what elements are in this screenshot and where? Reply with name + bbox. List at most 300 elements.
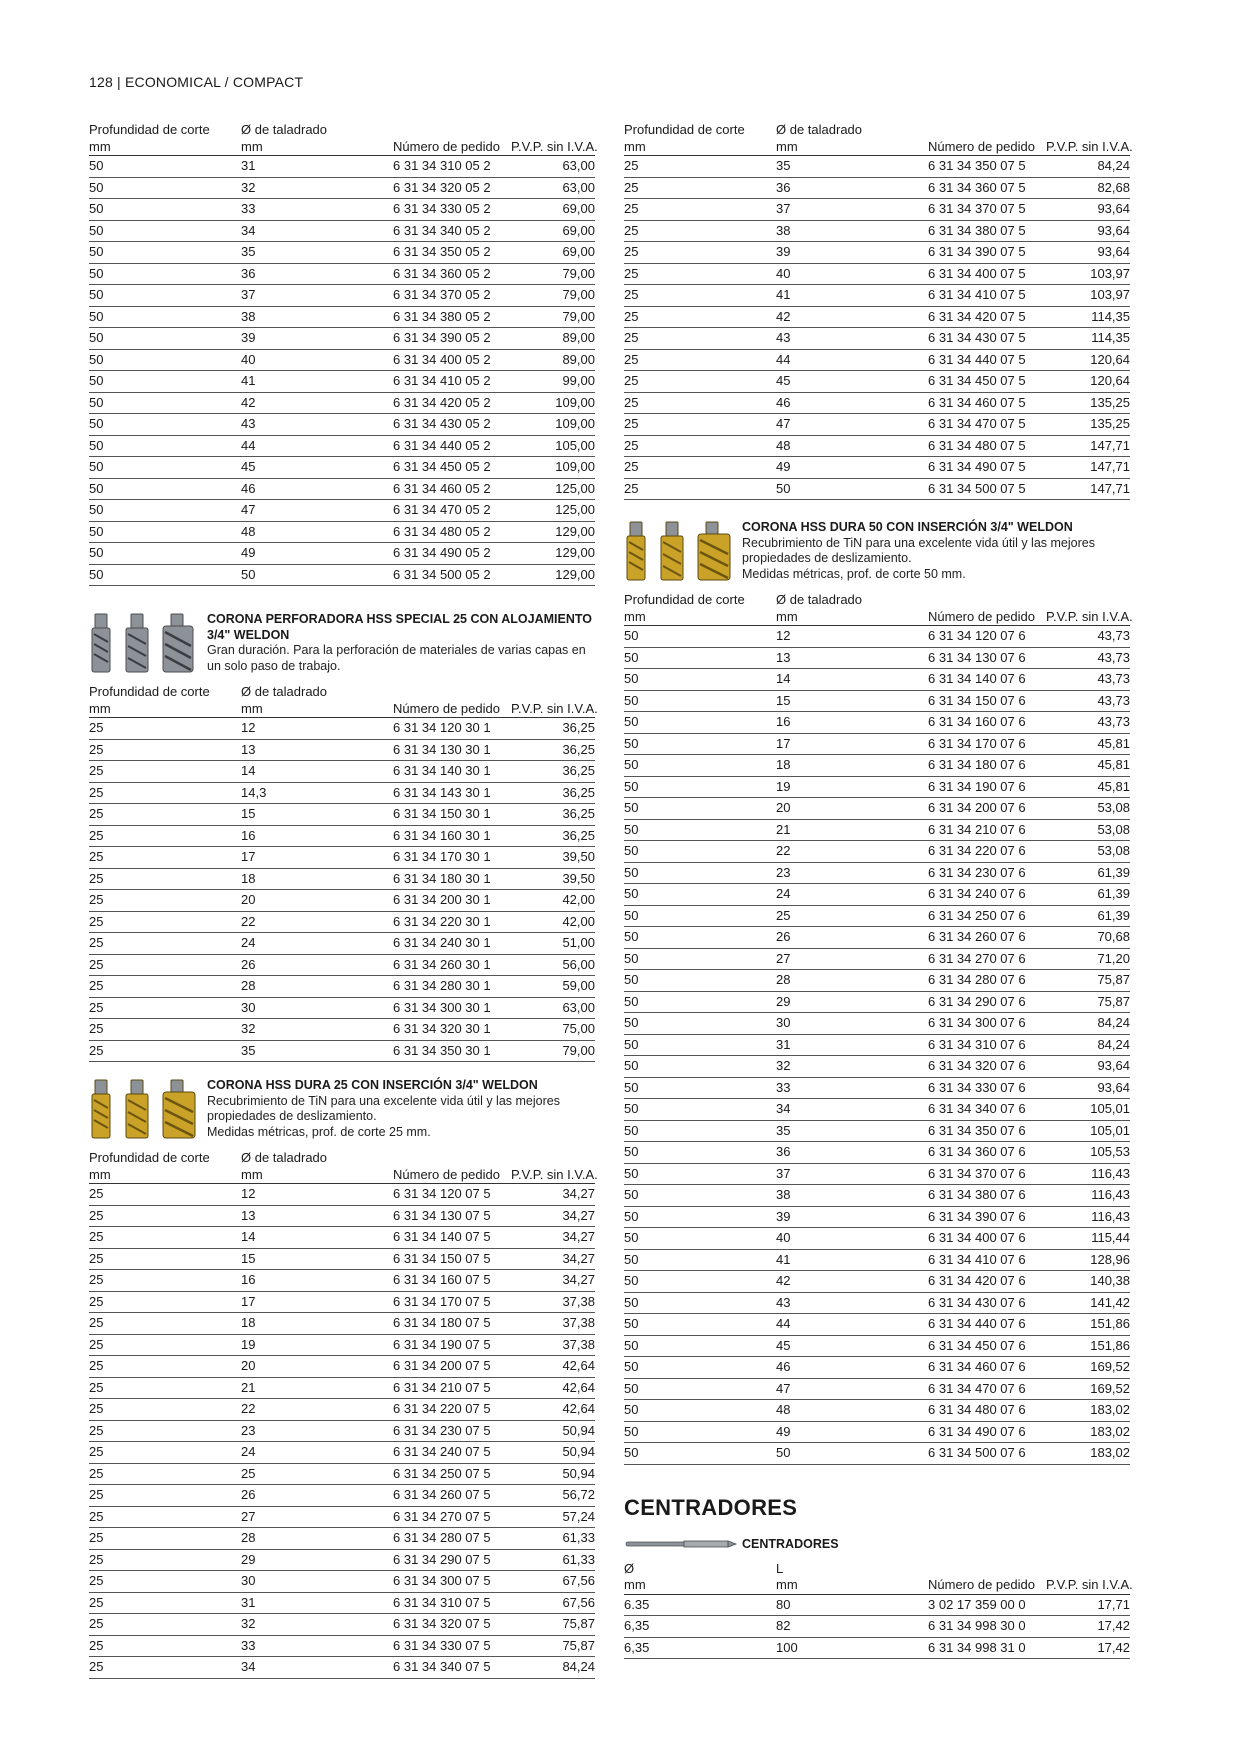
diameter-cell: 38 bbox=[776, 1185, 928, 1207]
table-row bbox=[89, 306, 595, 328]
order-number-cell: 6 31 34 270 07 5 bbox=[393, 1506, 511, 1528]
table-row bbox=[624, 1271, 1130, 1293]
price-cell: 75,87 bbox=[1046, 991, 1130, 1013]
table-row bbox=[624, 626, 1130, 648]
table-row bbox=[624, 1292, 1130, 1314]
diameter-cell: 31 bbox=[776, 1034, 928, 1056]
centering-pin-image bbox=[624, 1538, 742, 1550]
section-dura25-desc: Recubrimiento de TiN para una excelente vida útil y las mejores propiedades de deslizamiento. bbox=[207, 1093, 560, 1123]
price-cell: 43,73 bbox=[1046, 690, 1130, 712]
diameter-cell: 13 bbox=[776, 647, 928, 669]
table-row bbox=[89, 242, 595, 264]
diameter-cell: 14 bbox=[776, 669, 928, 691]
order-number-cell: 6 31 34 150 30 1 bbox=[393, 804, 511, 826]
diameter-header: Ø bbox=[624, 1560, 635, 1576]
table-row bbox=[624, 1163, 1130, 1185]
diameter-cell: 14 bbox=[241, 761, 393, 783]
table-row bbox=[89, 911, 595, 933]
depth-cell: 25 bbox=[89, 718, 241, 740]
price-cell: 75,87 bbox=[511, 1635, 595, 1657]
depth-cell: 25 bbox=[89, 761, 241, 783]
price-cell: 42,00 bbox=[511, 890, 595, 912]
depth-cell: 50 bbox=[624, 733, 776, 755]
depth-cell: 50 bbox=[89, 263, 241, 285]
section-dura25-title: CORONA HSS DURA 25 CON INSERCIÓN 3/4" WELDON bbox=[207, 1078, 538, 1092]
price-cell: 120,64 bbox=[1046, 371, 1130, 393]
table-row bbox=[624, 156, 1130, 178]
price-cell: 79,00 bbox=[511, 263, 595, 285]
order-number-cell: 6 31 34 170 30 1 bbox=[393, 847, 511, 869]
diameter-cell: 25 bbox=[776, 905, 928, 927]
price-cell: 34,27 bbox=[511, 1184, 595, 1206]
diameter-unit: mm bbox=[241, 1166, 393, 1184]
diameter-cell: 35 bbox=[776, 156, 928, 178]
price-cell: 42,00 bbox=[511, 911, 595, 933]
order-number-cell: 6 31 34 290 07 5 bbox=[393, 1549, 511, 1571]
price-cell: 45,81 bbox=[1046, 755, 1130, 777]
table-row bbox=[624, 905, 1130, 927]
price-cell: 50,94 bbox=[511, 1463, 595, 1485]
order-number-cell: 6 31 34 120 07 6 bbox=[928, 626, 1046, 648]
table-row bbox=[624, 1314, 1130, 1336]
depth-cell: 50 bbox=[89, 564, 241, 586]
depth-cell: 50 bbox=[624, 626, 776, 648]
diameter-cell: 49 bbox=[776, 1421, 928, 1443]
depth-cell: 50 bbox=[624, 1357, 776, 1379]
price-cell: 93,64 bbox=[1046, 220, 1130, 242]
diameter-cell: 80 bbox=[776, 1594, 928, 1616]
order-number-cell: 6 31 34 270 07 6 bbox=[928, 948, 1046, 970]
depth-cell: 25 bbox=[89, 1657, 241, 1679]
diameter-cell: 45 bbox=[776, 1335, 928, 1357]
price-cell: 183,02 bbox=[1046, 1400, 1130, 1422]
order-number-cell: 6 31 34 400 07 5 bbox=[928, 263, 1046, 285]
diameter-cell: 48 bbox=[241, 521, 393, 543]
depth-cell: 50 bbox=[624, 1034, 776, 1056]
price-cell: 63,00 bbox=[511, 997, 595, 1019]
table-row bbox=[624, 1378, 1130, 1400]
order-number-cell: 6 31 34 460 05 2 bbox=[393, 478, 511, 500]
order-number-cell: 6 31 34 300 07 6 bbox=[928, 1013, 1046, 1035]
order-number-cell: 6 31 34 500 07 6 bbox=[928, 1443, 1046, 1465]
price-cell: 93,64 bbox=[1046, 1077, 1130, 1099]
diameter-cell: 32 bbox=[241, 177, 393, 199]
depth-cell: 50 bbox=[624, 776, 776, 798]
depth-cell: 25 bbox=[89, 1377, 241, 1399]
order-number-cell: 6 31 34 370 07 5 bbox=[928, 199, 1046, 221]
table-row bbox=[624, 1637, 1130, 1659]
order-number-cell: 6 31 34 420 07 6 bbox=[928, 1271, 1046, 1293]
price-cell: 79,00 bbox=[511, 1040, 595, 1062]
diameter-cell: 15 bbox=[776, 690, 928, 712]
price-cell: 109,00 bbox=[511, 457, 595, 479]
length-unit: mm bbox=[776, 1577, 928, 1595]
order-number-cell: 6 31 34 320 07 6 bbox=[928, 1056, 1046, 1078]
order-number-cell: 6 31 34 420 07 5 bbox=[928, 306, 1046, 328]
price-cell: 105,00 bbox=[511, 435, 595, 457]
depth-cell: 25 bbox=[89, 911, 241, 933]
order-header: Número de pedido bbox=[928, 138, 1046, 156]
diameter-cell: 40 bbox=[776, 263, 928, 285]
order-number-cell: 6 31 34 420 05 2 bbox=[393, 392, 511, 414]
depth-cell: 25 bbox=[624, 285, 776, 307]
table-row bbox=[89, 177, 595, 199]
table-top-left bbox=[89, 122, 598, 586]
diameter-cell: 24 bbox=[241, 1442, 393, 1464]
price-cell: 43,73 bbox=[1046, 712, 1130, 734]
order-number-cell: 6 31 34 320 07 5 bbox=[393, 1614, 511, 1636]
table-row bbox=[89, 500, 595, 522]
order-number-cell: 6 31 34 450 05 2 bbox=[393, 457, 511, 479]
depth-cell: 25 bbox=[89, 1506, 241, 1528]
table-row bbox=[624, 776, 1130, 798]
table-row bbox=[624, 927, 1130, 949]
order-number-cell: 6 31 34 260 07 5 bbox=[393, 1485, 511, 1507]
depth-cell: 50 bbox=[624, 1120, 776, 1142]
order-number-cell: 6 31 34 150 07 5 bbox=[393, 1248, 511, 1270]
depth-cell: 50 bbox=[624, 819, 776, 841]
table-row bbox=[624, 199, 1130, 221]
depth-cell: 25 bbox=[89, 1399, 241, 1421]
table-row bbox=[89, 220, 595, 242]
price-cell: 75,87 bbox=[511, 1614, 595, 1636]
price-cell: 69,00 bbox=[511, 220, 595, 242]
depth-cell: 25 bbox=[624, 478, 776, 500]
diameter-header: Ø de taladrado bbox=[241, 122, 328, 137]
section-dura50-desc: Recubrimiento de TiN para una excelente vida útil y las mejores propiedades de deslizamiento. bbox=[742, 535, 1095, 565]
section-special25-title: CORONA PERFORADORA HSS SPECIAL 25 CON ALOJAMIENTO 3/4" WELDON bbox=[207, 612, 592, 642]
depth-cell: 50 bbox=[624, 798, 776, 820]
table-row bbox=[624, 862, 1130, 884]
section-dura50-desc2: Medidas métricas, prof. de corte 50 mm. bbox=[742, 566, 966, 581]
price-cell: 151,86 bbox=[1046, 1314, 1130, 1336]
depth-cell: 25 bbox=[89, 1313, 241, 1335]
table-row bbox=[624, 220, 1130, 242]
diameter-cell: 33 bbox=[241, 1635, 393, 1657]
depth-cell: 6.35 bbox=[624, 1594, 776, 1616]
order-number-cell: 6 31 34 500 07 5 bbox=[928, 478, 1046, 500]
order-number-cell: 6 31 34 300 07 5 bbox=[393, 1571, 511, 1593]
depth-cell: 50 bbox=[89, 328, 241, 350]
table-row bbox=[624, 819, 1130, 841]
order-number-cell: 6 31 34 250 07 5 bbox=[393, 1463, 511, 1485]
table-row bbox=[624, 1185, 1130, 1207]
diameter-cell: 18 bbox=[241, 1313, 393, 1335]
price-cell: 128,96 bbox=[1046, 1249, 1130, 1271]
depth-cell: 25 bbox=[89, 847, 241, 869]
table-row bbox=[624, 1357, 1130, 1379]
price-cell: 56,00 bbox=[511, 954, 595, 976]
table-row bbox=[89, 1635, 595, 1657]
diameter-cell: 50 bbox=[776, 1443, 928, 1465]
depth-cell: 50 bbox=[89, 349, 241, 371]
depth-cell: 50 bbox=[624, 970, 776, 992]
depth-cell: 50 bbox=[89, 220, 241, 242]
depth-cell: 25 bbox=[624, 242, 776, 264]
depth-cell: 25 bbox=[89, 1270, 241, 1292]
price-cell: 37,38 bbox=[511, 1291, 595, 1313]
price-cell: 59,00 bbox=[511, 976, 595, 998]
depth-cell: 25 bbox=[89, 1420, 241, 1442]
depth-cell: 50 bbox=[89, 285, 241, 307]
diameter-cell: 28 bbox=[241, 1528, 393, 1550]
depth-cell: 25 bbox=[89, 782, 241, 804]
diameter-cell: 43 bbox=[241, 414, 393, 436]
price-cell: 105,53 bbox=[1046, 1142, 1130, 1164]
depth-cell: 25 bbox=[89, 1248, 241, 1270]
diameter-cell: 35 bbox=[241, 1040, 393, 1062]
table-row bbox=[624, 1099, 1130, 1121]
order-number-cell: 6 31 34 330 05 2 bbox=[393, 199, 511, 221]
order-number-cell: 6 31 34 240 30 1 bbox=[393, 933, 511, 955]
depth-cell: 25 bbox=[624, 457, 776, 479]
order-number-cell: 6 31 34 390 07 5 bbox=[928, 242, 1046, 264]
price-header: P.V.P. sin I.V.A. bbox=[1046, 608, 1133, 624]
table-row bbox=[89, 1270, 595, 1292]
price-cell: 93,64 bbox=[1046, 242, 1130, 264]
order-number-cell: 6 31 34 143 30 1 bbox=[393, 782, 511, 804]
diameter-cell: 17 bbox=[241, 1291, 393, 1313]
price-cell: 17,42 bbox=[1046, 1616, 1130, 1638]
diameter-cell: 26 bbox=[241, 954, 393, 976]
table-row bbox=[89, 1019, 595, 1041]
table-row bbox=[624, 371, 1130, 393]
depth-unit: mm bbox=[89, 700, 241, 718]
order-number-cell: 6 31 34 260 30 1 bbox=[393, 954, 511, 976]
price-cell: 53,08 bbox=[1046, 798, 1130, 820]
table-row bbox=[89, 199, 595, 221]
table-row bbox=[89, 1040, 595, 1062]
depth-cell: 50 bbox=[624, 1292, 776, 1314]
table-row bbox=[89, 564, 595, 586]
price-cell: 50,94 bbox=[511, 1420, 595, 1442]
order-number-cell: 6 31 34 410 07 6 bbox=[928, 1249, 1046, 1271]
depth-cell: 50 bbox=[89, 392, 241, 414]
price-cell: 45,81 bbox=[1046, 733, 1130, 755]
depth-cell: 50 bbox=[624, 1228, 776, 1250]
diameter-cell: 40 bbox=[776, 1228, 928, 1250]
order-number-cell: 6 31 34 120 07 5 bbox=[393, 1184, 511, 1206]
order-number-cell: 6 31 34 350 30 1 bbox=[393, 1040, 511, 1062]
price-cell: 43,73 bbox=[1046, 669, 1130, 691]
diameter-cell: 50 bbox=[241, 564, 393, 586]
table-row bbox=[624, 991, 1130, 1013]
length-header: L bbox=[776, 1560, 784, 1576]
diameter-cell: 41 bbox=[776, 285, 928, 307]
table-row bbox=[89, 328, 595, 350]
depth-unit: mm bbox=[89, 1166, 241, 1184]
depth-cell: 25 bbox=[624, 414, 776, 436]
depth-cell: 25 bbox=[89, 954, 241, 976]
table-row bbox=[624, 1249, 1130, 1271]
diameter-cell: 23 bbox=[241, 1420, 393, 1442]
diameter-cell: 34 bbox=[241, 1657, 393, 1679]
table-row bbox=[89, 1506, 595, 1528]
price-cell: 56,72 bbox=[511, 1485, 595, 1507]
depth-cell: 50 bbox=[89, 242, 241, 264]
depth-cell: 50 bbox=[89, 177, 241, 199]
table-row bbox=[624, 841, 1130, 863]
diameter-cell: 26 bbox=[241, 1485, 393, 1507]
diameter-cell: 37 bbox=[776, 1163, 928, 1185]
order-number-cell: 6 31 34 320 05 2 bbox=[393, 177, 511, 199]
table-row bbox=[89, 997, 595, 1019]
table-row bbox=[89, 1313, 595, 1335]
table-row bbox=[624, 1400, 1130, 1422]
price-cell: 36,25 bbox=[511, 825, 595, 847]
price-cell: 93,64 bbox=[1046, 1056, 1130, 1078]
price-cell: 147,71 bbox=[1046, 435, 1130, 457]
price-cell: 42,64 bbox=[511, 1399, 595, 1421]
diameter-cell: 16 bbox=[241, 1270, 393, 1292]
table-row bbox=[624, 1120, 1130, 1142]
depth-cell: 50 bbox=[624, 647, 776, 669]
price-cell: 89,00 bbox=[511, 328, 595, 350]
price-cell: 39,50 bbox=[511, 847, 595, 869]
diameter-cell: 47 bbox=[776, 414, 928, 436]
diameter-header: Ø de taladrado bbox=[776, 592, 863, 607]
depth-cell: 25 bbox=[624, 392, 776, 414]
depth-cell: 50 bbox=[624, 927, 776, 949]
depth-cell: 25 bbox=[624, 263, 776, 285]
order-number-cell: 6 31 34 330 07 6 bbox=[928, 1077, 1046, 1099]
diameter-cell: 12 bbox=[776, 626, 928, 648]
order-number-cell: 6 31 34 120 30 1 bbox=[393, 718, 511, 740]
depth-cell: 50 bbox=[624, 991, 776, 1013]
order-number-cell: 6 31 34 370 05 2 bbox=[393, 285, 511, 307]
price-cell: 114,35 bbox=[1046, 306, 1130, 328]
table-row bbox=[89, 1571, 595, 1593]
price-cell: 53,08 bbox=[1046, 841, 1130, 863]
diameter-cell: 29 bbox=[776, 991, 928, 1013]
table-row bbox=[624, 669, 1130, 691]
table-row bbox=[89, 1248, 595, 1270]
depth-cell: 50 bbox=[89, 414, 241, 436]
diameter-cell: 16 bbox=[776, 712, 928, 734]
depth-cell: 50 bbox=[89, 156, 241, 178]
price-cell: 42,64 bbox=[511, 1377, 595, 1399]
diameter-cell: 45 bbox=[776, 371, 928, 393]
diameter-cell: 16 bbox=[241, 825, 393, 847]
order-number-cell: 6 31 34 210 07 6 bbox=[928, 819, 1046, 841]
table-row bbox=[89, 1485, 595, 1507]
depth-cell: 25 bbox=[89, 933, 241, 955]
order-number-cell: 3 02 17 359 00 0 bbox=[928, 1594, 1046, 1616]
diameter-cell: 44 bbox=[241, 435, 393, 457]
order-header: Número de pedido bbox=[393, 700, 511, 718]
table-row bbox=[89, 890, 595, 912]
price-cell: 99,00 bbox=[511, 371, 595, 393]
diameter-cell: 42 bbox=[776, 1271, 928, 1293]
depth-cell: 25 bbox=[89, 1592, 241, 1614]
price-cell: 116,43 bbox=[1046, 1163, 1130, 1185]
depth-cell: 50 bbox=[624, 1077, 776, 1099]
depth-cell: 50 bbox=[624, 1056, 776, 1078]
order-number-cell: 6 31 34 240 07 5 bbox=[393, 1442, 511, 1464]
diameter-cell: 29 bbox=[241, 1549, 393, 1571]
section-special25-desc: Gran duración. Para la perforación de materiales de varias capas en un solo paso de trabajo. bbox=[207, 643, 586, 673]
order-number-cell: 6 31 34 170 07 5 bbox=[393, 1291, 511, 1313]
table-special25 bbox=[89, 684, 598, 1062]
section-dura25-desc2: Medidas métricas, prof. de corte 25 mm. bbox=[207, 1124, 431, 1139]
table-row bbox=[89, 543, 595, 565]
depth-cell: 50 bbox=[624, 1335, 776, 1357]
depth-cell: 50 bbox=[624, 905, 776, 927]
order-number-cell: 6 31 34 310 07 5 bbox=[393, 1592, 511, 1614]
diameter-cell: 21 bbox=[241, 1377, 393, 1399]
depth-cell: 50 bbox=[89, 457, 241, 479]
order-number-cell: 6 31 34 130 07 6 bbox=[928, 647, 1046, 669]
diameter-cell: 22 bbox=[776, 841, 928, 863]
order-number-cell: 6 31 34 470 05 2 bbox=[393, 500, 511, 522]
table-row bbox=[624, 755, 1130, 777]
table-row bbox=[624, 1443, 1130, 1465]
centradores-heading: CENTRADORES bbox=[624, 1494, 798, 1520]
diameter-cell: 24 bbox=[776, 884, 928, 906]
diameter-cell: 35 bbox=[776, 1120, 928, 1142]
depth-cell: 25 bbox=[624, 371, 776, 393]
table-row bbox=[89, 1528, 595, 1550]
depth-unit: mm bbox=[624, 608, 776, 626]
table-row bbox=[624, 970, 1130, 992]
depth-cell: 6,35 bbox=[624, 1616, 776, 1638]
price-cell: 125,00 bbox=[511, 500, 595, 522]
depth-cell: 25 bbox=[89, 825, 241, 847]
price-cell: 129,00 bbox=[511, 521, 595, 543]
price-cell: 71,20 bbox=[1046, 948, 1130, 970]
order-number-cell: 6 31 34 310 07 6 bbox=[928, 1034, 1046, 1056]
diameter-cell: 38 bbox=[241, 306, 393, 328]
table-row bbox=[624, 1013, 1130, 1035]
order-number-cell: 6 31 34 130 30 1 bbox=[393, 739, 511, 761]
order-number-cell: 6 31 34 998 31 0 bbox=[928, 1637, 1046, 1659]
depth-cell: 25 bbox=[89, 1334, 241, 1356]
price-cell: 82,68 bbox=[1046, 177, 1130, 199]
depth-cell: 50 bbox=[624, 1185, 776, 1207]
table-row bbox=[624, 306, 1130, 328]
table-row bbox=[624, 478, 1130, 500]
depth-cell: 50 bbox=[624, 948, 776, 970]
table-row bbox=[624, 177, 1130, 199]
diameter-cell: 36 bbox=[241, 263, 393, 285]
diameter-cell: 20 bbox=[241, 890, 393, 912]
order-number-cell: 6 31 34 460 07 5 bbox=[928, 392, 1046, 414]
depth-cell: 25 bbox=[89, 890, 241, 912]
price-cell: 45,81 bbox=[1046, 776, 1130, 798]
depth-cell: 25 bbox=[89, 804, 241, 826]
table-row bbox=[89, 847, 595, 869]
diameter-cell: 46 bbox=[241, 478, 393, 500]
diameter-cell: 39 bbox=[776, 242, 928, 264]
diameter-unit: mm bbox=[241, 700, 393, 718]
table-row bbox=[89, 782, 595, 804]
depth-cell: 50 bbox=[624, 755, 776, 777]
order-number-cell: 6 31 34 430 05 2 bbox=[393, 414, 511, 436]
depth-cell: 50 bbox=[89, 543, 241, 565]
order-number-cell: 6 31 34 180 07 6 bbox=[928, 755, 1046, 777]
table-row bbox=[89, 457, 595, 479]
table-row bbox=[89, 285, 595, 307]
order-number-cell: 6 31 34 360 07 5 bbox=[928, 177, 1046, 199]
table-row bbox=[89, 933, 595, 955]
diameter-cell: 12 bbox=[241, 1184, 393, 1206]
order-number-cell: 6 31 34 460 07 6 bbox=[928, 1357, 1046, 1379]
price-cell: 75,00 bbox=[511, 1019, 595, 1041]
depth-cell: 25 bbox=[89, 739, 241, 761]
depth-cell: 25 bbox=[89, 1549, 241, 1571]
price-cell: 183,02 bbox=[1046, 1421, 1130, 1443]
order-number-cell: 6 31 34 370 07 6 bbox=[928, 1163, 1046, 1185]
